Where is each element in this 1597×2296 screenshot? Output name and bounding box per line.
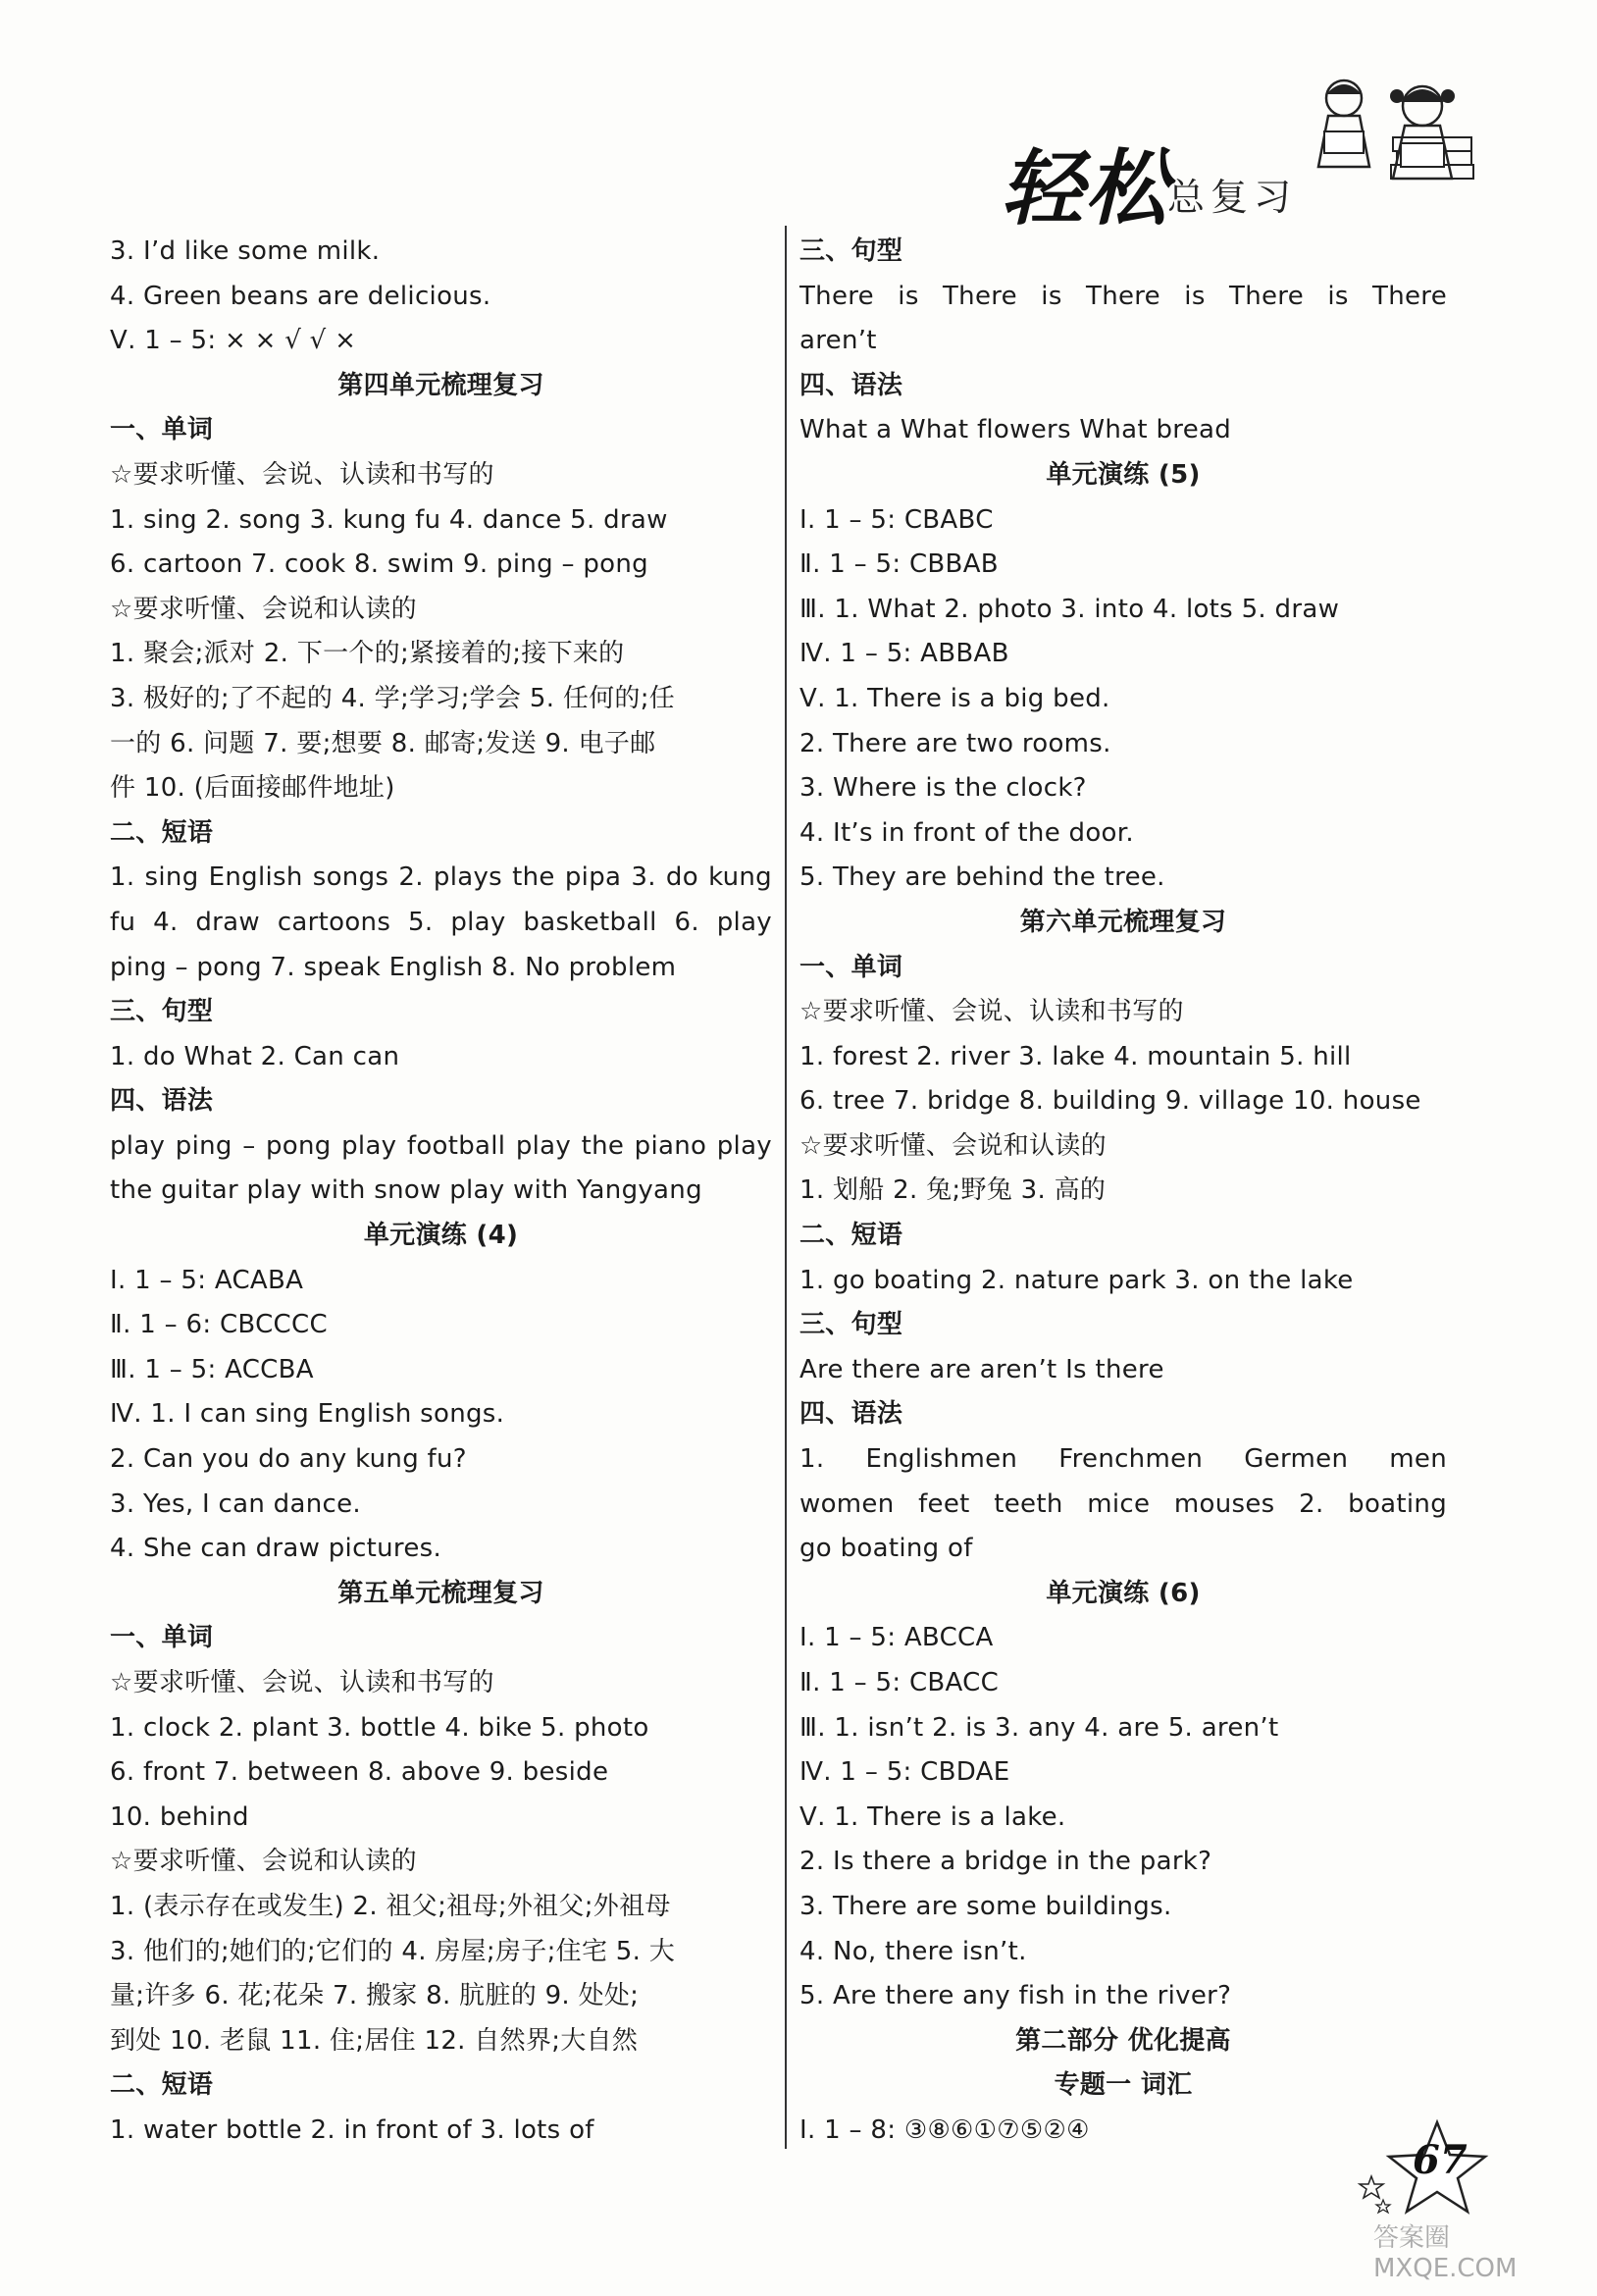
section-title: 第四单元梳理复习 xyxy=(337,370,544,400)
section-heading: 二、短语 xyxy=(799,1221,903,1251)
answer-line: Ⅱ. 1 – 5: CBBAB xyxy=(799,549,999,580)
answer-line: 一的 6. 问题 7. 要;想要 8. 邮寄;发送 9. 电子邮 xyxy=(110,728,656,758)
section-title: 单元演练 (5) xyxy=(1046,459,1201,490)
section-heading: 三、句型 xyxy=(799,236,903,266)
answer-line: 3. There are some buildings. xyxy=(799,1891,1172,1921)
answer-line: 2. There are two rooms. xyxy=(799,728,1111,758)
answer-line: go boating of xyxy=(799,1534,973,1564)
page-number-badge xyxy=(1354,2117,1491,2225)
answer-line: ☆要求听懂、会说、认读和书写的 xyxy=(110,459,494,490)
answer-line: the guitar play with snow play with Yangyang xyxy=(110,1175,702,1206)
section-title: 单元演练 (4) xyxy=(363,1221,519,1251)
section-title: 单元演练 (6) xyxy=(1046,1578,1201,1608)
answer-line: 6. front 7. between 8. above 9. beside xyxy=(110,1757,609,1788)
answer-line: 量;许多 6. 花;花朵 7. 搬家 8. 肮脏的 9. 处处; xyxy=(110,1981,640,2011)
section-title: 第六单元梳理复习 xyxy=(1019,907,1227,937)
answer-line: 到处 10. 老鼠 11. 住;居住 12. 自然界;大自然 xyxy=(110,2025,639,2056)
right-column xyxy=(799,230,1447,2154)
answer-line: Ⅲ. 1. What 2. photo 3. into 4. lots 5. draw xyxy=(799,594,1340,624)
answer-line: 3. 极好的;了不起的 4. 学;学习;学会 5. 任何的;任 xyxy=(110,683,676,713)
header-logo: 轻松 xyxy=(1001,139,1170,236)
answer-line: Ⅳ. 1 – 5: ABBAB xyxy=(799,639,1009,669)
answer-line: 件 10. (后面接邮件地址) xyxy=(110,773,395,804)
children-reading-illustration xyxy=(1285,69,1481,196)
answer-line: Ⅲ. 1. isn’t 2. is 3. any 4. are 5. aren’t xyxy=(799,1712,1279,1743)
answer-line: Ⅰ. 1 – 5: ACABA xyxy=(110,1265,304,1295)
header-subtitle: 总复习 xyxy=(1167,176,1298,219)
answer-line: Ⅰ. 1 – 8: ③⑧⑥①⑦⑤②④ xyxy=(799,2114,1090,2145)
answer-line: What a What flowers What bread xyxy=(799,415,1232,445)
answer-line: Ⅳ. 1 – 5: CBDAE xyxy=(799,1757,1010,1788)
answer-line: Ⅴ. 1. There is a big bed. xyxy=(799,683,1110,713)
answer-line: Ⅱ. 1 – 5: CBACC xyxy=(799,1668,1000,1697)
answer-line: 4. It’s in front of the door. xyxy=(799,817,1134,848)
page-number: 67 xyxy=(1413,2137,1468,2183)
answer-line: fu 4. draw cartoons 5. play basketball 6. play xyxy=(110,907,772,937)
answer-line: 5. Are there any fish in the river? xyxy=(799,1981,1232,2011)
section-heading: 二、短语 xyxy=(110,817,214,848)
column-divider xyxy=(785,226,787,2149)
answer-line: Ⅳ. 1. I can sing English songs. xyxy=(110,1399,505,1430)
answer-line: 1. sing English songs 2. plays the pipa 3. do kung xyxy=(110,862,772,893)
answer-line: 1. go boating 2. nature park 3. on the lake xyxy=(799,1265,1354,1295)
answer-line: 1. 划船 2. 兔;野兔 3. 高的 xyxy=(799,1175,1107,1206)
answer-line: Ⅴ. 1. There is a lake. xyxy=(799,1801,1066,1832)
answer-line: 4. She can draw pictures. xyxy=(110,1534,442,1564)
section-heading: 四、语法 xyxy=(799,1399,903,1430)
section-heading: 四、语法 xyxy=(110,1086,214,1117)
answer-line: ☆要求听懂、会说和认读的 xyxy=(110,594,417,624)
answer-line: 1. clock 2. plant 3. bottle 4. bike 5. photo xyxy=(110,1712,649,1743)
answer-line: 2. Can you do any kung fu? xyxy=(110,1444,467,1475)
answer-line: aren’t xyxy=(799,326,877,356)
answer-line: 3. I’d like some milk. xyxy=(110,236,381,266)
answer-line: Ⅱ. 1 – 6: CBCCCC xyxy=(110,1310,328,1340)
answer-line: 5. They are behind the tree. xyxy=(799,862,1165,893)
answer-line: 4. Green beans are delicious. xyxy=(110,281,491,311)
answer-line: Ⅴ. 1 – 5: × × √ √ × xyxy=(110,326,357,356)
answer-line: Ⅰ. 1 – 5: CBABC xyxy=(799,504,994,535)
answer-line: 4. No, there isn’t. xyxy=(799,1936,1027,1966)
answer-line: Ⅰ. 1 – 5: ABCCA xyxy=(799,1623,994,1653)
watermark: 答案圈 MXQE.COM xyxy=(1373,2223,1518,2283)
answer-line: ☆要求听懂、会说、认读和书写的 xyxy=(799,997,1184,1027)
answer-line: 6. tree 7. bridge 8. building 9. village 10. house xyxy=(799,1086,1421,1117)
section-heading: 一、单词 xyxy=(110,415,214,445)
answer-line: 3. Yes, I can dance. xyxy=(110,1488,361,1519)
answer-line: Ⅲ. 1 – 5: ACCBA xyxy=(110,1354,314,1384)
section-heading: 一、单词 xyxy=(799,952,903,982)
answer-line: 1. do What 2. Can can xyxy=(110,1041,400,1071)
section-heading: 四、语法 xyxy=(799,370,903,400)
section-title: 第五单元梳理复习 xyxy=(337,1578,544,1608)
answer-line: 3. Where is the clock? xyxy=(799,773,1087,804)
answer-line: ☆要求听懂、会说和认读的 xyxy=(799,1130,1107,1161)
page-header xyxy=(981,69,1491,240)
answer-line: Are there are aren’t Is there xyxy=(799,1354,1164,1384)
answer-line: women feet teeth mice mouses 2. boating xyxy=(799,1488,1447,1519)
answer-line: ping – pong 7. speak English 8. No problem xyxy=(110,952,677,982)
section-heading: 三、句型 xyxy=(110,997,214,1027)
section-title: 专题一 词汇 xyxy=(1054,2070,1193,2101)
answer-line: 1. forest 2. river 3. lake 4. mountain 5. hill xyxy=(799,1041,1352,1071)
answer-line: play ping – pong play football play the piano play xyxy=(110,1130,772,1161)
left-column xyxy=(110,230,772,2154)
section-heading: 二、短语 xyxy=(110,2070,214,2101)
answer-line: ☆要求听懂、会说、认读和书写的 xyxy=(110,1668,494,1697)
section-heading: 一、单词 xyxy=(110,1623,214,1653)
answer-line: 3. 他们的;她们的;它们的 4. 房屋;房子;住宅 5. 大 xyxy=(110,1936,676,1966)
answer-line: 6. cartoon 7. cook 8. swim 9. ping – pong xyxy=(110,549,648,580)
answer-line: 1. Englishmen Frenchmen Germen men xyxy=(799,1444,1447,1475)
answer-line: 10. behind xyxy=(110,1801,249,1832)
answer-line: 2. Is there a bridge in the park? xyxy=(799,1847,1212,1877)
section-heading: 三、句型 xyxy=(799,1310,903,1340)
answer-line: 1. 聚会;派对 2. 下一个的;紧接着的;接下来的 xyxy=(110,639,625,669)
answer-line: ☆要求听懂、会说和认读的 xyxy=(110,1847,417,1877)
answer-line: 1. (表示存在或发生) 2. 祖父;祖母;外祖父;外祖母 xyxy=(110,1891,671,1921)
answer-line: There is There is There is There is There xyxy=(799,281,1447,311)
section-title: 第二部分 优化提高 xyxy=(1015,2025,1231,2056)
answer-line: 1. water bottle 2. in front of 3. lots of xyxy=(110,2114,594,2145)
answer-line: 1. sing 2. song 3. kung fu 4. dance 5. draw xyxy=(110,504,668,535)
